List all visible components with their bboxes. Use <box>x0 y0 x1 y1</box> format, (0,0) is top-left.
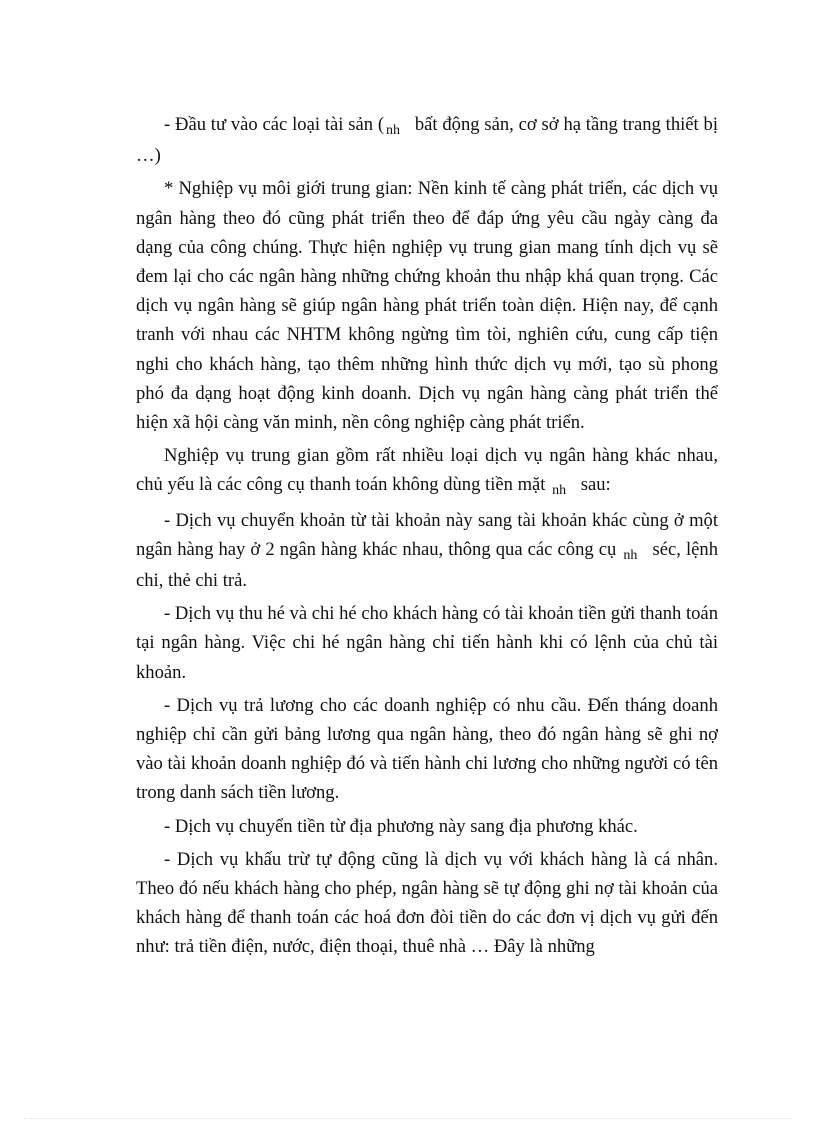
paragraph-brokerage-services: * Nghiệp vụ môi giới trung gian: Nền kinh tế càng phát triển, các dịch vụ ngân hàng theo đó cũng phát triển theo để đáp ứng yêu cầu ngày càng đa dạng của công chúng. Thực hiện nghiệp vụ trung gian mang tính dịch vụ sẽ đem lại cho các ngân hàng những chứng khoản thu nhập khá quan trọng. Các dịch vụ ngân hàng sẽ giúp ngân hàng phát triển toàn diện. Hiện nay, để cạnh tranh với nhau các NHTM không ngừng tìm tòi, nghiên cứu, cung cấp tiện nghi cho khách hàng, tạo thêm những hình thức dịch vụ mới, tạo sù phong phó đa dạng hoạt động kinh doanh. Dịch vụ ngân hàng càng phát triển thể hiện xã hội càng văn minh, nền công nghiệp càng phát triển. <box>136 178 718 434</box>
paragraph-text: séc, lệnh chi, thẻ chi trả. <box>136 538 718 592</box>
paragraph-text: - Đầu tư vào các loại tài sản ( <box>164 114 385 135</box>
body-text <box>136 110 718 966</box>
subscript-marker: nh <box>386 123 401 138</box>
paragraph-intermediary-services <box>136 441 718 501</box>
paragraph-auto-debit-service: - Dịch vụ khấu trừ tự động cũng là dịch vụ với khách hàng là cá nhân. Theo đó nếu khách hàng cho phép, ngân hàng sẽ tự động ghi nợ tài khoản của khách hàng để thanh toán các hoá đơn đòi tiền do các đơn vị dịch vụ gửi đến như: trả tiền điện, nước, điện thoại, thuê nhà … Đây là những <box>136 848 718 958</box>
paragraph-text: Nghiệp vụ trung gian gồm rất nhiều loại dịch vụ ngân hàng khác nhau, chủ yếu là các công cụ thanh toán không dùng tiền mặt <box>136 445 718 496</box>
paragraph-investment-assets <box>136 110 718 170</box>
paragraph-payroll-service: - Dịch vụ trả lương cho các doanh nghiệp có nhu cầu. Đến tháng doanh nghiệp chỉ cần gửi bảng lương qua ngân hàng, theo đó ngân hàng sẽ ghi nợ vào tài khoản doanh nghiệp đó và tiến hành chi lương cho những người có tên trong danh sách tiền lương. <box>136 694 718 804</box>
paragraph-text: - Dịch vụ chuyển khoản từ tài khoản này sang tài khoản khác cùng ở một ngân hàng hay ở 2 ngân hàng khác nhau, thông qua các công cụ <box>136 509 718 560</box>
paragraph-text: bất động sản, cơ sở hạ tầng trang thiết bị …) <box>136 114 718 167</box>
subscript-marker: nh <box>552 483 567 499</box>
paragraph-remittance-service: - Dịch vụ chuyển tiền từ địa phương này sang địa phương khác. <box>164 815 638 837</box>
subscript-marker: nh <box>623 547 638 563</box>
paragraph-collection-service: - Dịch vụ thu hé và chi hé cho khách hàng có tài khoản tiền gửi thanh toán tại ngân hàng. Việc chi hé ngân hàng chỉ tiến hành khi có lệnh của chủ tài khoản. <box>136 603 718 683</box>
paragraph-transfer-service <box>136 506 718 596</box>
page-bottom-divider <box>24 1118 792 1119</box>
paragraph-text: sau: <box>576 474 611 496</box>
